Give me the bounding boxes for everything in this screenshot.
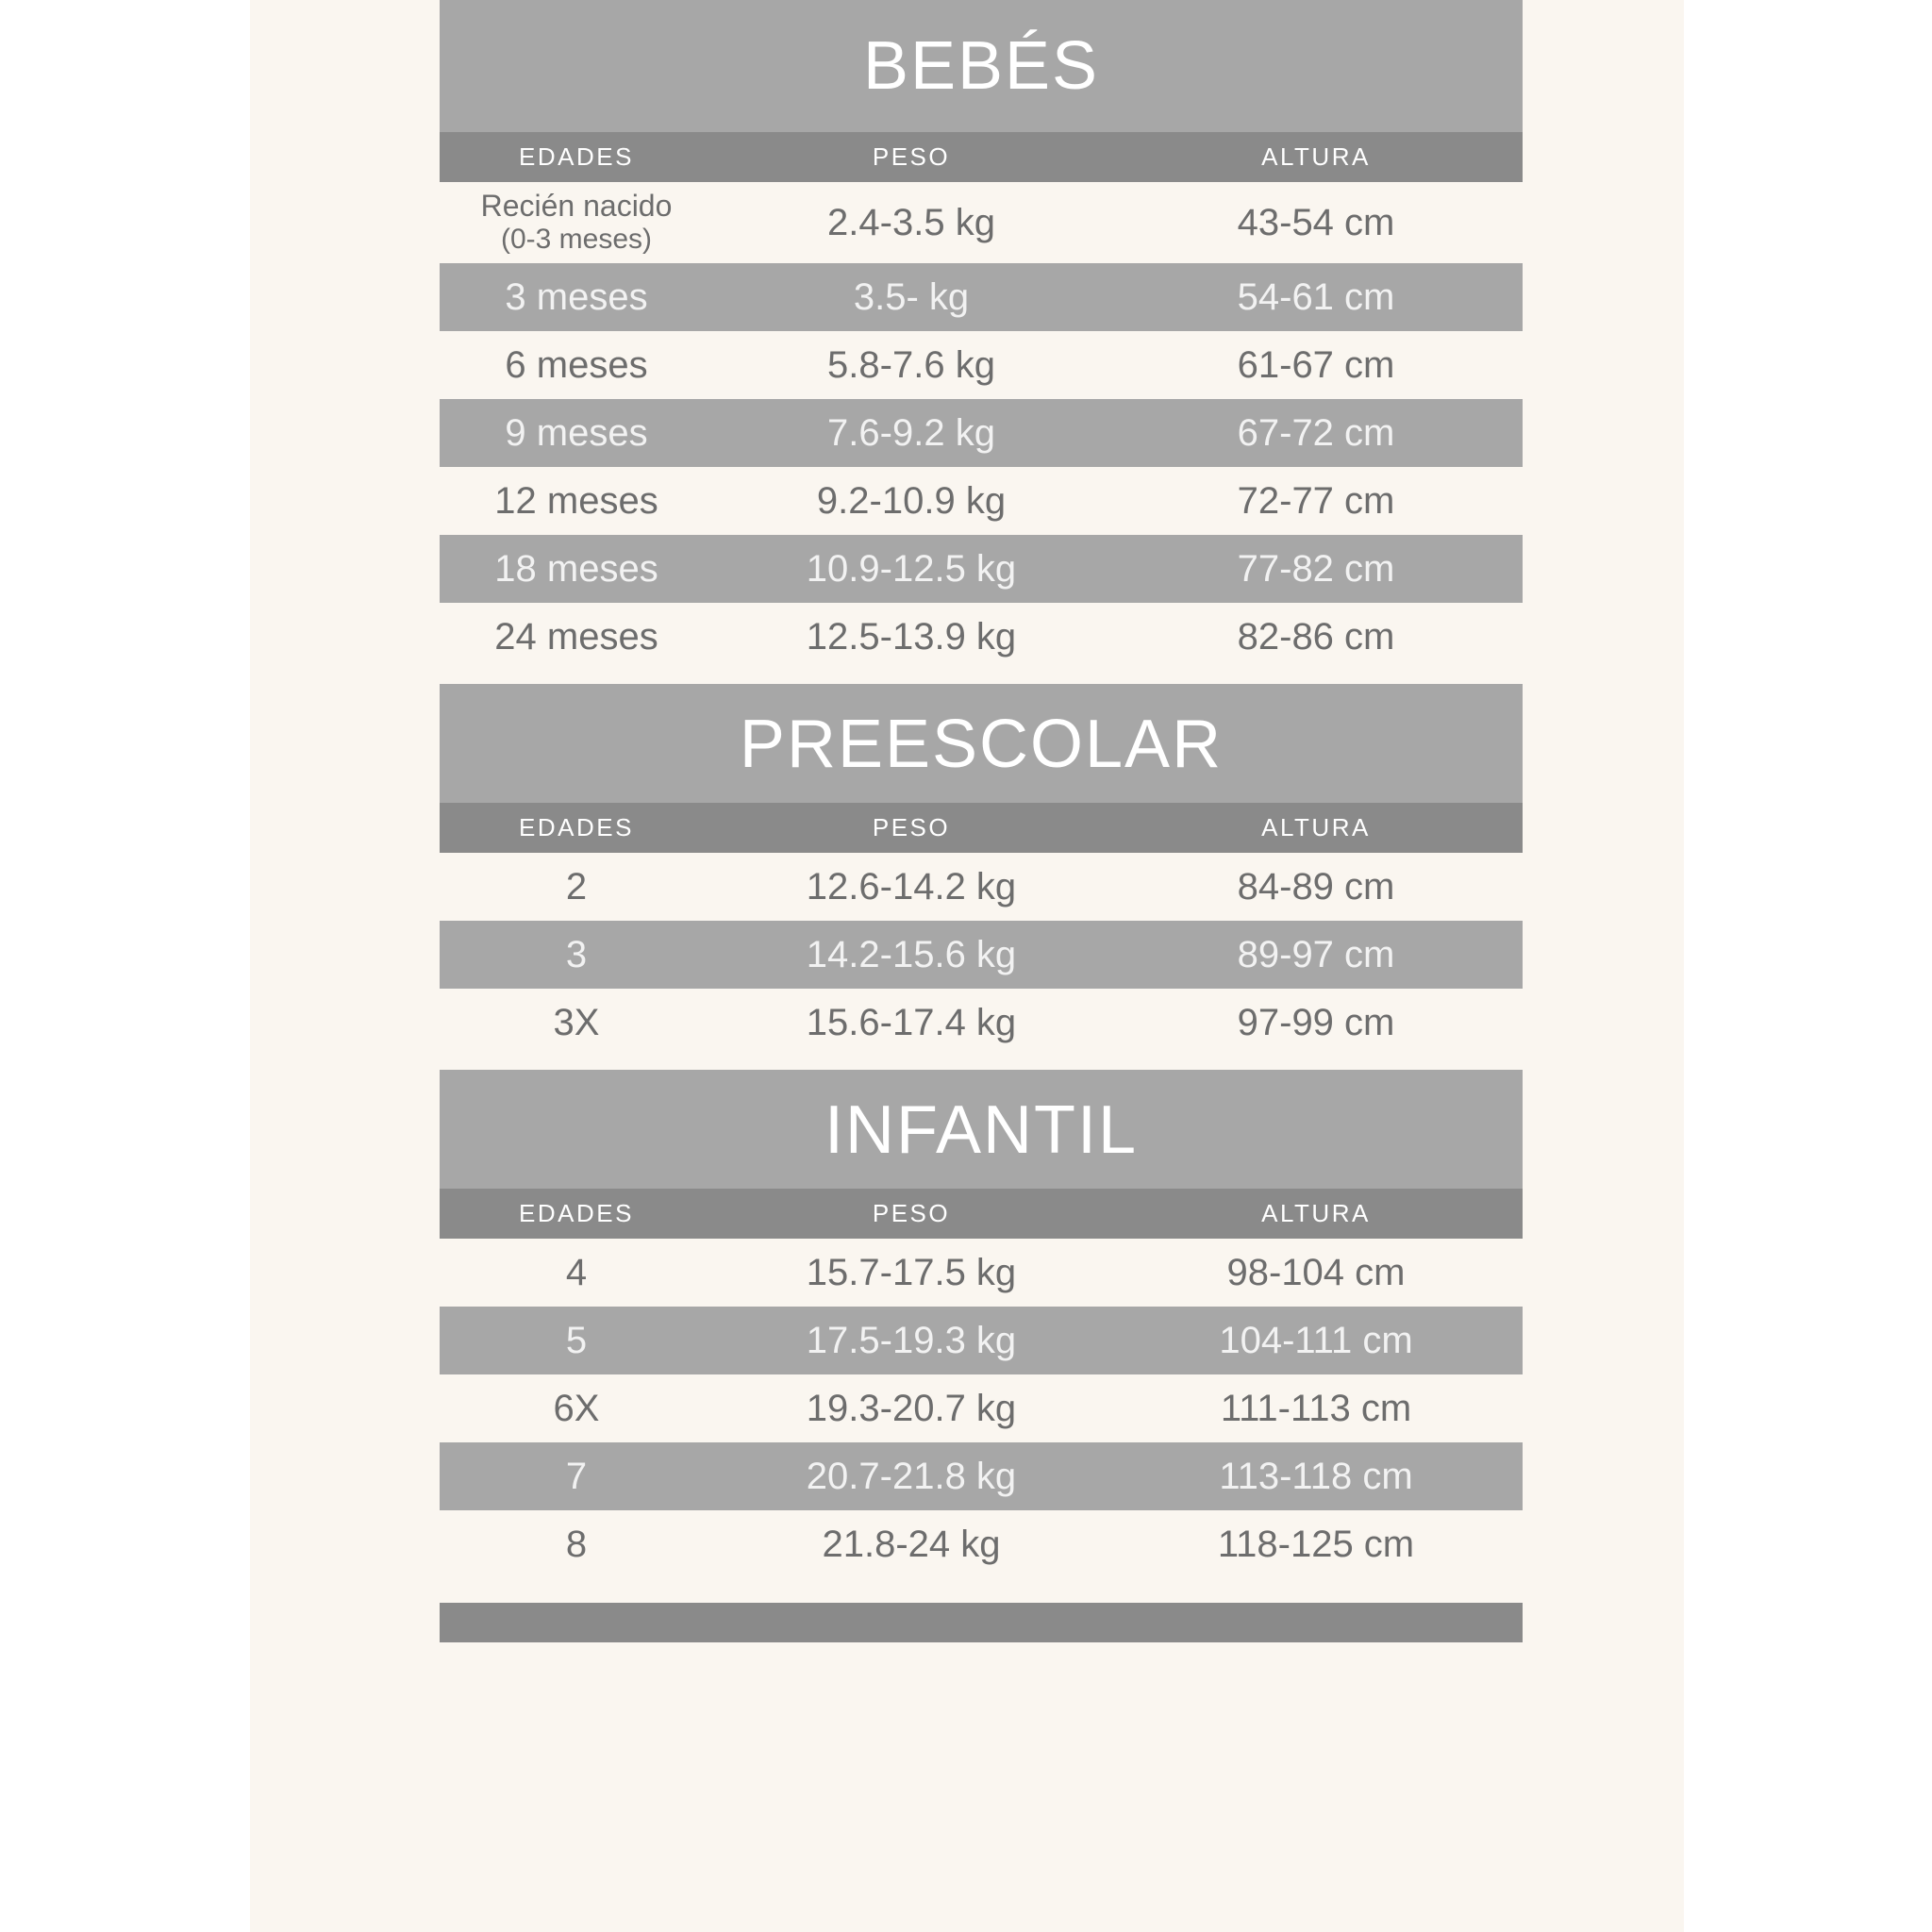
cell-peso: 17.5-19.3 kg bbox=[806, 1319, 1017, 1361]
table-row bbox=[440, 1442, 1523, 1510]
cell-peso: 20.7-21.8 kg bbox=[806, 1455, 1017, 1497]
size-chart bbox=[440, 0, 1523, 1642]
cell-altura: 113-118 cm bbox=[1219, 1455, 1413, 1497]
table-row bbox=[440, 1510, 1523, 1578]
header-peso: PESO bbox=[872, 142, 951, 171]
cell-peso: 5.8-7.6 kg bbox=[827, 343, 995, 386]
cell-peso: 14.2-15.6 kg bbox=[806, 933, 1017, 975]
table-row bbox=[440, 263, 1523, 331]
cell-edades: 7 bbox=[565, 1455, 588, 1497]
header-edades: EDADES bbox=[519, 142, 634, 171]
cell-altura: 67-72 cm bbox=[1237, 411, 1395, 454]
column-headers-preescolar bbox=[440, 803, 1523, 853]
section-band-bottom bbox=[440, 1603, 1523, 1642]
cell-edades: 18 meses bbox=[494, 547, 658, 590]
cell-altura: 84-89 cm bbox=[1237, 865, 1395, 908]
cell-altura: 43-54 cm bbox=[1237, 201, 1395, 243]
cell-altura: 111-113 cm bbox=[1220, 1387, 1412, 1429]
cell-peso: 19.3-20.7 kg bbox=[806, 1387, 1017, 1429]
cell-altura: 97-99 cm bbox=[1237, 1001, 1395, 1043]
cell-edades: 6X bbox=[553, 1387, 600, 1429]
cell-peso: 12.6-14.2 kg bbox=[806, 865, 1017, 908]
table-row bbox=[440, 989, 1523, 1057]
cell-edades: 8 bbox=[565, 1523, 588, 1565]
column-headers-bebes bbox=[440, 132, 1523, 182]
cell-edades: 24 meses bbox=[494, 615, 658, 658]
header-altura: ALTURA bbox=[1261, 813, 1371, 841]
cell-altura: 77-82 cm bbox=[1237, 547, 1395, 590]
section-title-preescolar: PREESCOLAR bbox=[440, 684, 1523, 803]
cell-edades: 3 bbox=[565, 933, 588, 975]
cell-peso: 21.8-24 kg bbox=[822, 1523, 1001, 1565]
cell-edades: 3 meses bbox=[505, 275, 648, 318]
table-row bbox=[440, 1307, 1523, 1374]
header-altura: ALTURA bbox=[1261, 142, 1371, 171]
cell-altura: 61-67 cm bbox=[1237, 343, 1395, 386]
table-row bbox=[440, 182, 1523, 263]
cell-peso: 12.5-13.9 kg bbox=[806, 615, 1017, 658]
cell-peso: 7.6-9.2 kg bbox=[827, 411, 995, 454]
cell-edades: 6 meses bbox=[505, 343, 648, 386]
cell-altura: 104-111 cm bbox=[1219, 1319, 1413, 1361]
table-row bbox=[440, 1374, 1523, 1442]
cell-altura: 82-86 cm bbox=[1237, 615, 1395, 658]
cell-altura: 98-104 cm bbox=[1226, 1251, 1406, 1293]
cell-peso: 2.4-3.5 kg bbox=[827, 201, 995, 243]
table-row bbox=[440, 1239, 1523, 1307]
cell-edades: Recién nacido (0-3 meses) bbox=[480, 189, 673, 256]
section-title-infantil: INFANTIL bbox=[440, 1070, 1523, 1189]
spacer bbox=[440, 1057, 1523, 1070]
spacer bbox=[440, 671, 1523, 684]
cell-edades: 2 bbox=[565, 865, 588, 908]
cell-altura: 72-77 cm bbox=[1237, 479, 1395, 522]
cell-edades: 5 bbox=[565, 1319, 588, 1361]
section-title-bebes: BEBÉS bbox=[440, 0, 1523, 132]
cell-edades: 3X bbox=[553, 1001, 600, 1043]
table-row bbox=[440, 535, 1523, 603]
cell-edades: 4 bbox=[565, 1251, 588, 1293]
cell-peso: 9.2-10.9 kg bbox=[816, 479, 1007, 522]
cell-altura: 89-97 cm bbox=[1237, 933, 1395, 975]
header-peso: PESO bbox=[872, 813, 951, 841]
cell-edades: 9 meses bbox=[505, 411, 648, 454]
table-row bbox=[440, 921, 1523, 989]
column-headers-infantil bbox=[440, 1189, 1523, 1239]
table-row bbox=[440, 399, 1523, 467]
cell-peso: 10.9-12.5 kg bbox=[806, 547, 1017, 590]
table-row bbox=[440, 603, 1523, 671]
header-edades: EDADES bbox=[519, 1199, 634, 1227]
cell-altura: 118-125 cm bbox=[1217, 1523, 1415, 1565]
cell-peso: 15.6-17.4 kg bbox=[806, 1001, 1017, 1043]
table-row bbox=[440, 853, 1523, 921]
cell-edades: 12 meses bbox=[494, 479, 658, 522]
table-row bbox=[440, 331, 1523, 399]
table-row bbox=[440, 467, 1523, 535]
header-peso: PESO bbox=[872, 1199, 951, 1227]
cell-altura: 54-61 cm bbox=[1237, 275, 1395, 318]
header-edades: EDADES bbox=[519, 813, 634, 841]
header-altura: ALTURA bbox=[1261, 1199, 1371, 1227]
cell-peso: 15.7-17.5 kg bbox=[806, 1251, 1017, 1293]
cell-peso: 3.5- kg bbox=[853, 275, 970, 318]
